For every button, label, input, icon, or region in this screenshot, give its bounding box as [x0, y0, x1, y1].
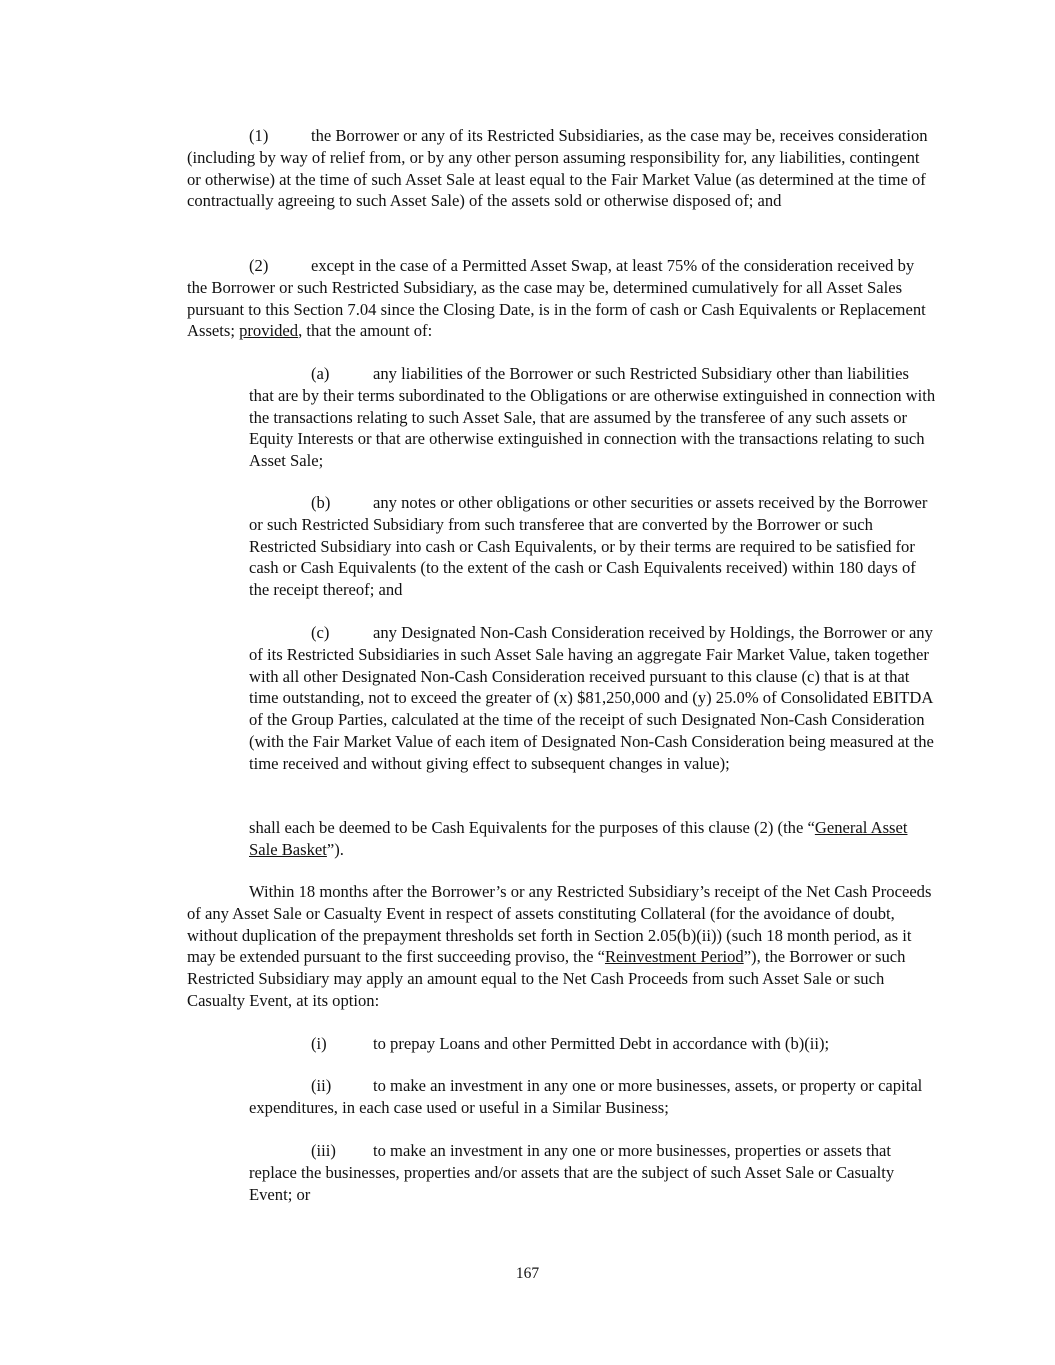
defined-term: Reinvestment Period — [604, 947, 744, 967]
clause-a — [249, 363, 937, 472]
clause-text: any Designated Non-Cash Consideration received by Holdings, the Borrower or any of its Restricted Subsidiaries in such Asset Sale having an aggregate Fair Market Value, taken together with all other Designated Non-Cash Consideration received pursuant to this clause (c) that is at that time outstanding, not to exceed the greater of (x) $81,250,000 and (y) 25.0% of Consolidated EBITDA of the Group Parties, calculated at the time of the receipt of such Designated Non-Cash Consideration (with the Fair Market Value of each item of Designated Non-Cash Consideration being measured at the time received and without giving effect to subsequent changes in value); — [249, 623, 934, 773]
clause-text: to make an investment in any one or more businesses, properties or assets that replace the businesses, properties and/or assets that are the subject of such Asset Sale or Casualty Event; or — [249, 1141, 895, 1204]
provided-term: provided — [239, 321, 299, 341]
clause-number: (ii) — [311, 1076, 332, 1095]
clause-text: any notes or other obligations or other securities or assets received by the Borrower or such Restricted Subsidiary from such transferee that are converted by the Borrower or such Restricted Subsidiary into cash or Cash Equivalents, or by their terms are required to be satisfied for cash or Cash Equivalents (to the extent of the cash or Cash Equivalents received) within 180 days of the receipt thereof; and — [249, 493, 928, 600]
paragraph-text: Within 18 months after the Borrower’s or any Restricted Subsidiary’s receipt of the Net Cash Proceeds of any Asset Sale or Casualty Event in respect of assets constituting Collateral (for the avoidance of doubt, without duplication of the prepayment thresholds set forth in Section 2.05(b)(ii)) (such 18 month period, as it may be extended pursuant to the first succeeding proviso, the “ — [187, 882, 932, 967]
clause-i — [249, 1033, 937, 1055]
clause-text: any liabilities of the Borrower or such Restricted Subsidiary other than liabilities that are by their terms subordinated to the Obligations or are otherwise extinguished in connection with the transactions relating to such Asset Sale, that are assumed by the transferee of any such assets or Equity Interests or that are otherwise extinguished in connection with the transactions relating to such Asset Sale; — [249, 364, 936, 471]
paragraph-text-cont: , that the amount of: — [298, 321, 433, 341]
paragraph-text: except in the case of a Permitted Asset Swap, at least 75% of the consideration received by the Borrower or such Restricted Subsidiary, as the case may be, determined cumulatively for all Asset Sales pursuant to this Section 7.04 since the Closing Date, is in the form of cash or Cash Equivalents or Replacement Assets; — [187, 256, 926, 341]
defined-term: General Asset Sale Basket — [249, 818, 908, 859]
paragraph-2 — [187, 255, 937, 342]
paragraph-number: (2) — [249, 256, 269, 275]
clause-c — [249, 622, 937, 775]
paragraph-text: shall each be deemed to be Cash Equivalents for the purposes of this clause (2) (the “ — [249, 818, 815, 837]
clause-iii — [249, 1140, 937, 1205]
clause-number: (a) — [311, 364, 330, 383]
clause-number: (iii) — [311, 1141, 336, 1160]
clause-number: (b) — [311, 493, 331, 512]
clause-b — [249, 492, 937, 601]
paragraph-text: the Borrower or any of its Restricted Subsidiaries, as the case may be, receives consideration (including by way of relief from, or by any other person assuming responsibility for, any liabilities, contingent or otherwise) at the time of such Asset Sale at least equal to the Fair Market Value (as determined at the time of contractually agreeing to such Asset Sale) of the assets sold or otherwise disposed of; and — [187, 126, 928, 211]
clause-number: (c) — [311, 623, 330, 642]
clause-text: to prepay Loans and other Permitted Debt in accordance with (b)(ii); — [373, 1034, 830, 1053]
shall-paragraph — [249, 817, 937, 861]
paragraph-number: (1) — [249, 126, 269, 145]
clause-text: to make an investment in any one or more businesses, assets, or property or capital expenditures, in each case used or useful in a Similar Business; — [249, 1076, 923, 1117]
paragraph-text-cont: ”). — [326, 839, 344, 859]
paragraph-1 — [187, 125, 937, 212]
within-paragraph — [187, 881, 937, 1012]
paragraph-text-cont: ”), the Borrower or such Restricted Subsidiary may apply an amount equal to the Net Cash Proceeds from such Asset Sale or such Casualty Event, at its option: — [187, 947, 906, 1010]
clause-number: (i) — [311, 1034, 327, 1053]
page-number: 167 — [515, 1265, 540, 1282]
clause-ii — [249, 1075, 937, 1119]
